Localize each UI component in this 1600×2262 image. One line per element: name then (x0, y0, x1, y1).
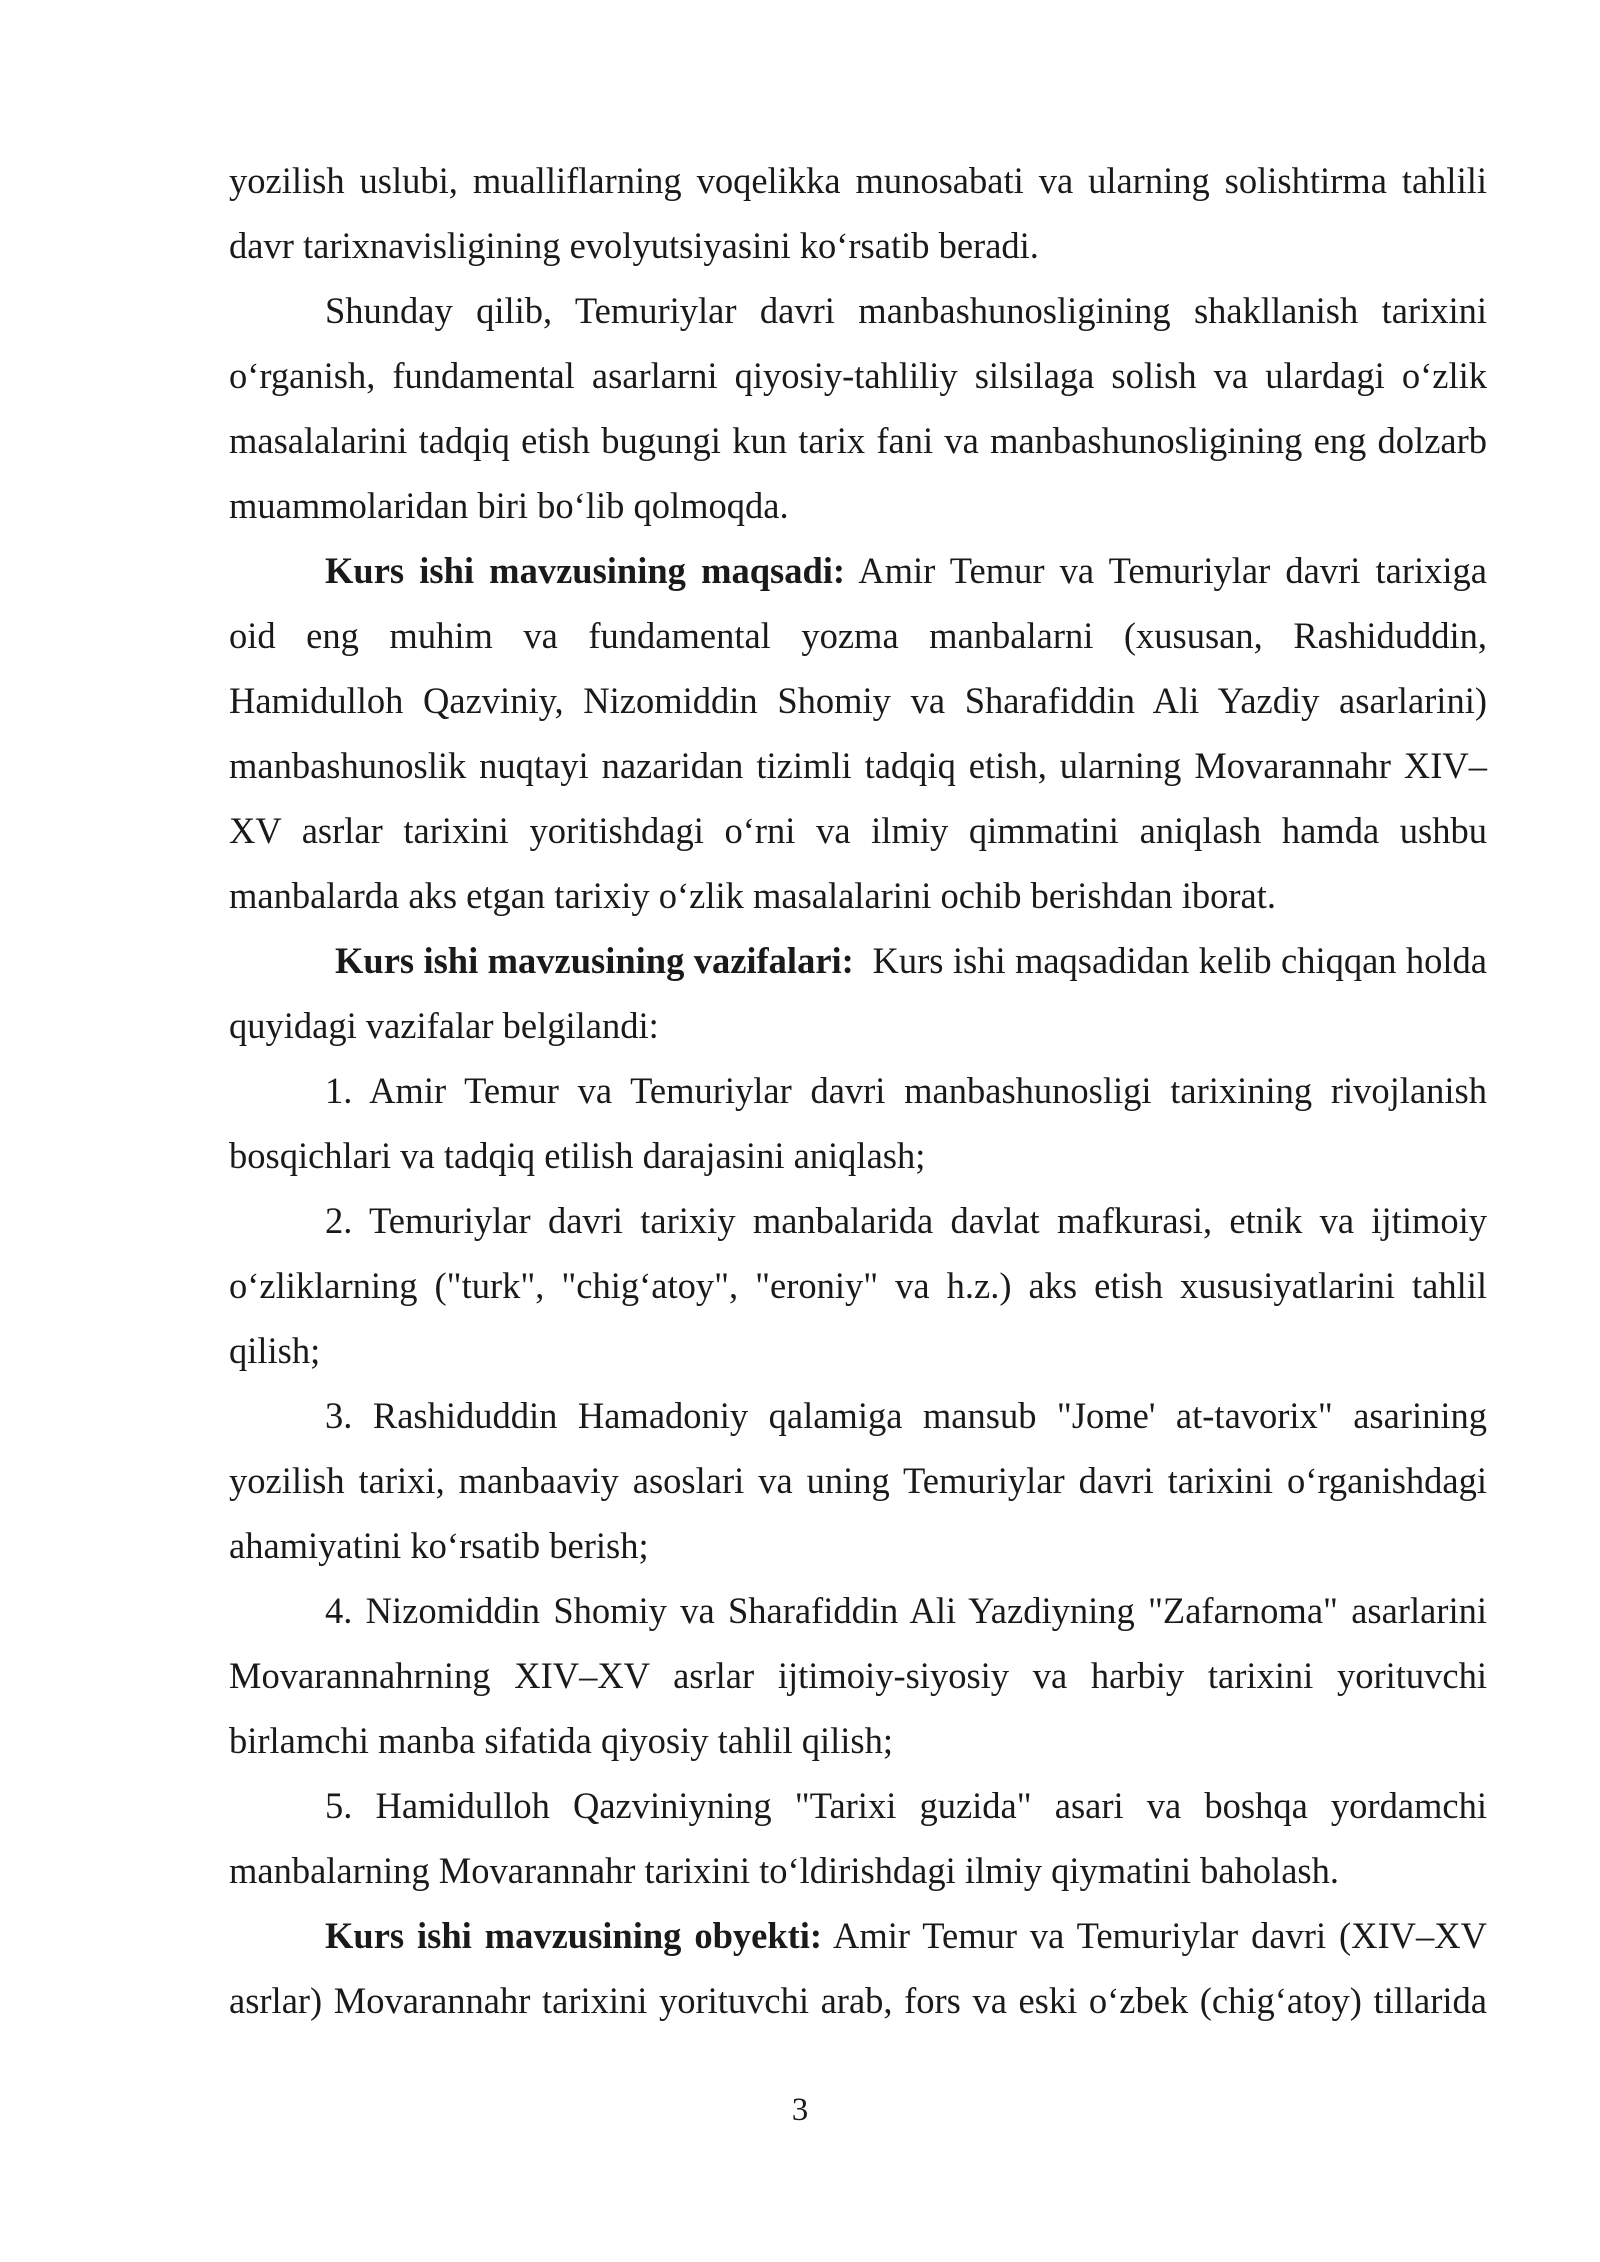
paragraph-text: Amir Temur va Temuriylar davri tarixiga oid eng muhim va fundamental yozma manbalarni (xususan, Rashiduddin, Hamidulloh Qazviniy, Nizomiddin Shomiy va Sharafiddin Ali Yazdiy asarlarini) manbashunoslik nuqtayi nazaridan tizimli tadqiq etish, ularning Movarannahr XIV–XV asrlar tarixini yoritishdagi o‘rni va ilmiy qimmatini aniqlash hamda ushbu manbalarda aks etgan tarixiy o‘zlik masalalarini ochib berishdan iborat. (229, 550, 1487, 916)
task-item-3 (229, 1383, 1487, 1578)
object-label: Kurs ishi mavzusining obyekti: (325, 1915, 823, 1956)
task-item-4 (229, 1578, 1487, 1773)
paragraph-continuation (229, 148, 1487, 278)
page-number: 3 (791, 2092, 809, 2128)
paragraph-tasks (229, 928, 1497, 1058)
task-text: 5. Hamidulloh Qazviniyning "Tarixi guzida" asari va boshqa yordamchi manbalarning Movarannahr tarixini to‘ldirishdagi ilmiy qiymatini baholash. (229, 1785, 1487, 1891)
task-item-1 (229, 1058, 1487, 1188)
paragraph-text: Amir Temur va Temuriylar davri (XIV–XV asrlar) Movarannahr tarixini yorituvchi arab, fors va eski o‘zbek (chig‘atoy) tillarida (229, 1915, 1488, 2021)
paragraph-goal (229, 538, 1487, 928)
tasks-label: Kurs ishi mavzusining vazifalari: (335, 940, 854, 981)
document-page (229, 148, 1497, 2033)
task-text: 1. Amir Temur va Temuriylar davri manbashunosligi tarixining rivojlanish bosqichlari va tadqiq etilish darajasini aniqlash; (229, 1070, 1487, 1176)
paragraph-conclusion (229, 278, 1487, 538)
task-item-5 (229, 1773, 1487, 1903)
paragraph-text: Shunday qilib, Temuriylar davri manbashunosligining shakllanish tarixini o‘rganish, fundamental asarlarni qiyosiy-tahliliy silsilaga solish va ulardagi o‘zlik masalalarini tadqiq etish bugungi kun tarix fani va manbashunosligining eng dolzarb muammolaridan biri bo‘lib qolmoqda. (229, 290, 1487, 526)
paragraph-object (229, 1903, 1487, 2033)
paragraph-text: Kurs ishi maqsadidan kelib chiqqan holda quyidagi vazifalar belgilandi: (229, 940, 1497, 1046)
task-text: 4. Nizomiddin Shomiy va Sharafiddin Ali Yazdiyning "Zafarnoma" asarlarini Movarannahrning XIV–XV asrlar ijtimoiy-siyosiy va harbiy tarixini yorituvchi birlamchi manba sifatida qiyosiy tahlil qilish; (229, 1590, 1487, 1761)
goal-label: Kurs ishi mavzusining maqsadi: (325, 550, 846, 591)
task-item-2 (229, 1188, 1487, 1383)
paragraph-text: yozilish uslubi, mualliflarning voqelikka munosabati va ularning solishtirma tahlili davr tarixnavisligining evolyutsiyasini ko‘rsatib beradi. (229, 160, 1487, 266)
task-text: 3. Rashiduddin Hamadoniy qalamiga mansub "Jome' at-tavorix" asarining yozilish tarixi, manbaaviy asoslari va uning Temuriylar davri tarixini o‘rganishdagi ahamiyatini ko‘rsatib berish; (229, 1395, 1487, 1566)
task-text: 2. Temuriylar davri tarixiy manbalarida davlat mafkurasi, etnik va ijtimoiy o‘zliklarning ("turk", "chig‘atoy", "eroniy" va h.z.) aks etish xususiyatlarini tahlil qilish; (229, 1200, 1487, 1371)
